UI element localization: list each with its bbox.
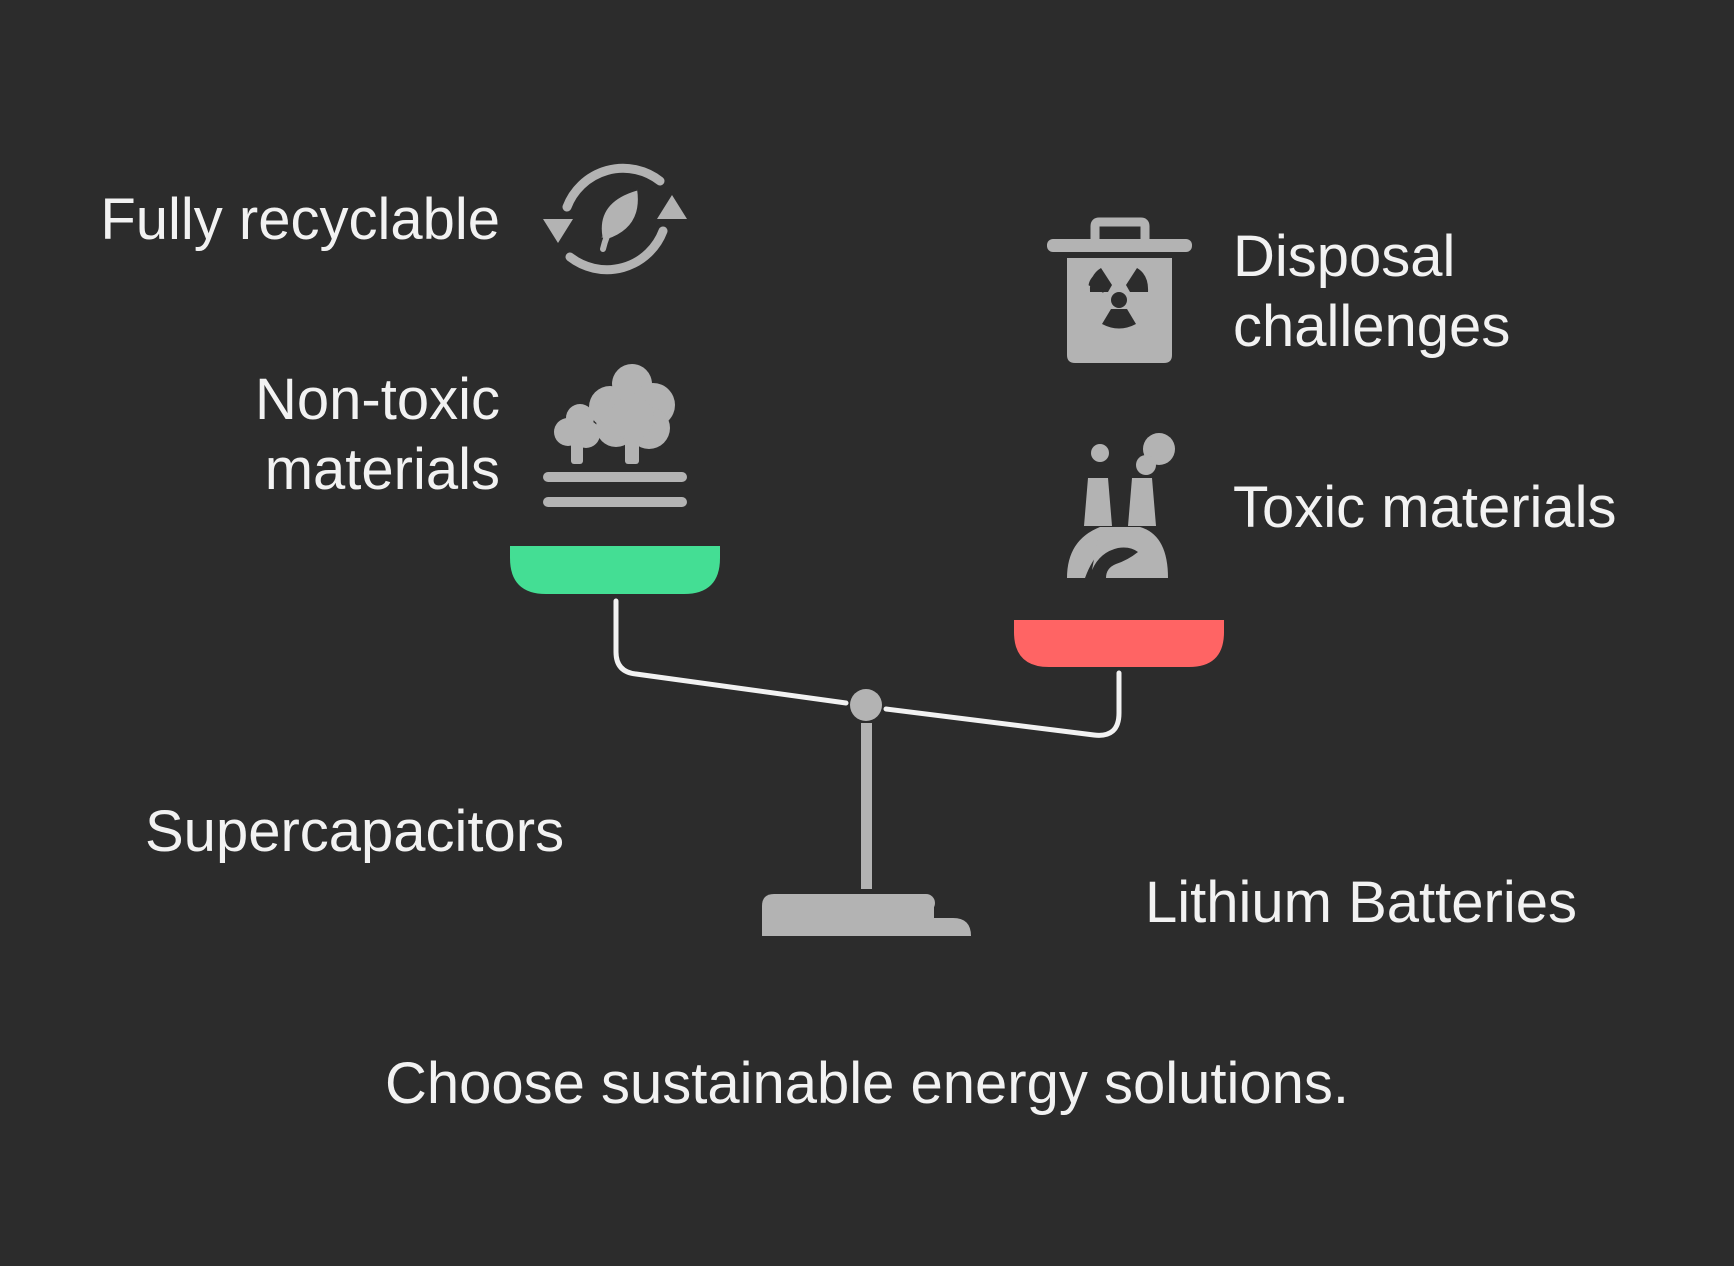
option-label-supercapacitors: Supercapacitors	[145, 799, 565, 864]
feature-label-disposal-challenges	[1233, 222, 1510, 362]
feature-label-fully-recyclable: Fully recyclable	[100, 187, 500, 252]
left-pan	[510, 546, 720, 594]
feature-label-line: Disposal	[1233, 224, 1456, 289]
diagram-caption: Choose sustainable energy solutions.	[384, 1051, 1350, 1116]
scale-post	[861, 723, 872, 889]
radioactive-bin-icon	[1047, 222, 1192, 363]
feature-label-line: challenges	[1233, 294, 1511, 359]
scale-pivot	[850, 689, 882, 721]
scale-base	[762, 894, 971, 936]
feature-label-toxic-materials: Toxic materials	[1233, 475, 1617, 540]
trees-icon	[543, 364, 687, 507]
option-label-lithium-batteries: Lithium Batteries	[1145, 870, 1577, 935]
feature-label-non-toxic-materials	[60, 365, 500, 505]
feature-label-line: materials	[264, 437, 500, 502]
recycle-leaf-icon	[543, 168, 687, 269]
factory-pollution-icon	[1067, 433, 1175, 578]
feature-label-line: Non-toxic	[255, 367, 500, 432]
right-pan	[1014, 620, 1224, 667]
